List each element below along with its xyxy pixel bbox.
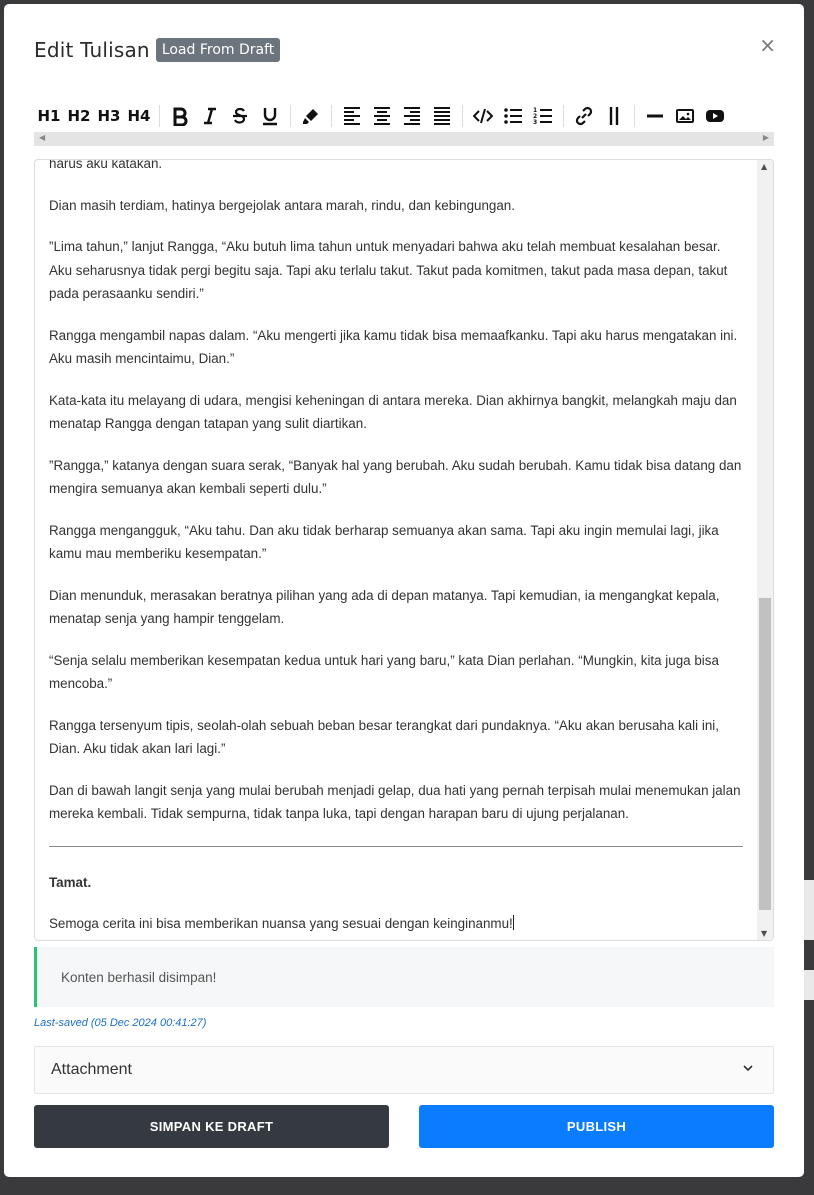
youtube-icon[interactable] [700, 101, 730, 131]
attachment-accordion[interactable] [34, 1046, 774, 1094]
closing-line [49, 912, 743, 936]
toolbar-horizontal-scrollbar[interactable] [34, 132, 774, 146]
image-icon[interactable] [670, 101, 700, 131]
editor-vertical-scrollbar[interactable] [757, 160, 773, 940]
closing-text: Semoga cerita ini bisa memberikan nuansa yang sesuai dengan keinginanmu! [49, 916, 513, 931]
scrollbar-thumb[interactable] [759, 598, 771, 910]
scroll-right-icon[interactable]: ▶ [762, 133, 769, 142]
bullet-list-icon[interactable] [498, 101, 528, 131]
alert-message: Konten berhasil disimpan! [61, 969, 217, 985]
editor-paragraph: Kata-kata itu melayang di udara, mengisi keheningan di antara mereka. Dian akhirnya bangkit, melangkah maju dan menatap Rangga dengan tatapan yang sulit diartikan. [49, 392, 737, 431]
editor-paragraph: “Senja selalu memberikan kesempatan kedua untuk hari yang baru,” kata Dian perlahan. “Mungkin, kita juga bisa mencoba.” [49, 652, 719, 691]
editor-paragraph: harus aku katakan. [49, 159, 163, 171]
editor-toolbar [34, 100, 774, 132]
close-icon[interactable]: × [759, 33, 776, 57]
heading2-button[interactable]: H2 [67, 107, 91, 125]
editor-paragraph: Rangga mengambil napas dalam. “Aku mengerti jika kamu tidak bisa memaafkanku. Tapi aku harus mengatakan ini. Aku masih mencintaimu, Dian.” [49, 327, 738, 366]
link-icon[interactable] [569, 101, 599, 131]
svg-text:2: 2 [533, 113, 538, 120]
editor-paragraph: ”Rangga,” katanya dengan suara serak, “Banyak hal yang berubah. Aku sudah berubah. Kamu tidak bisa datang dan mengira semuanya akan kembali seperti dulu.” [49, 457, 742, 496]
heading1-button[interactable]: H1 [37, 107, 61, 125]
success-alert [34, 947, 774, 1007]
edit-modal [4, 4, 804, 1177]
toolbar-divider [563, 105, 564, 127]
scroll-left-icon[interactable]: ◀ [39, 133, 46, 142]
toolbar-divider [290, 105, 291, 127]
background-panel-edge [804, 880, 814, 940]
editor-content-area[interactable] [34, 159, 774, 941]
numbered-list-icon[interactable] [528, 101, 558, 131]
publish-button[interactable]: PUBLISH [419, 1105, 774, 1148]
attachment-label: Attachment [51, 1061, 132, 1078]
code-icon[interactable] [468, 101, 498, 131]
toolbar-divider [634, 105, 635, 127]
modal-header [34, 34, 784, 66]
last-saved-text: Last-saved (05 Dec 2024 00:41:27) [34, 1017, 207, 1029]
column-icon[interactable] [599, 101, 629, 131]
editor-paragraph: ”Lima tahun,” lanjut Rangga, “Aku butuh lima tahun untuk menyadari bahwa aku telah membuat kesalahan besar. Aku seharusnya tidak pergi begitu saja. Tapi aku terlalu takut. Takut pada komitmen, takut pada masa depan, takut pada perasaanku sendiri.” [49, 239, 728, 301]
scroll-up-icon[interactable]: ▲ [761, 162, 768, 171]
align-center-icon[interactable] [367, 101, 397, 131]
underline-icon[interactable] [255, 101, 285, 131]
italic-icon[interactable] [195, 101, 225, 131]
horizontal-rule-icon[interactable] [640, 101, 670, 131]
editor-paragraph: Dan di bawah langit senja yang mulai berubah menjadi gelap, dua hati yang pernah terpisah mulai menemukan jalan mereka kembali. Tidak sempurna, tidak tanpa luka, tapi dengan harapan baru di ujung perjalanan. [49, 782, 741, 821]
editor-paragraph: Dian masih terdiam, hatinya bergejolak antara marah, rindu, dan kebingungan. [49, 197, 515, 213]
bold-icon[interactable] [165, 101, 195, 131]
svg-text:3: 3 [533, 119, 538, 126]
align-left-icon[interactable] [337, 101, 367, 131]
toolbar-divider [331, 105, 332, 127]
editor-paragraph: Rangga mengangguk, “Aku tahu. Dan aku tidak berharap semuanya akan sama. Tapi aku ingin memulai lagi, jika kamu mau memberiku kesempatan.” [49, 522, 719, 561]
strikethrough-icon[interactable] [225, 101, 255, 131]
load-from-draft-button[interactable]: Load From Draft [156, 38, 280, 62]
save-draft-button[interactable]: SIMPAN KE DRAFT [34, 1105, 389, 1148]
highlighter-icon[interactable] [296, 101, 326, 131]
toolbar-divider [462, 105, 463, 127]
horizontal-rule [49, 846, 743, 847]
ending-text: Tamat. [49, 874, 92, 890]
align-justify-icon[interactable] [427, 101, 457, 131]
toolbar-divider [159, 105, 160, 127]
svg-text:1: 1 [533, 107, 538, 114]
scroll-down-icon[interactable]: ▼ [761, 929, 768, 938]
background-panel-edge [804, 970, 814, 1000]
chevron-down-icon [741, 1061, 755, 1080]
editor-paragraph: Rangga tersenyum tipis, seolah-olah sebuah beban besar terangkat dari pundaknya. “Aku akan berusaha kali ini, Dian. Aku tidak akan lari lagi.” [49, 717, 719, 756]
editor-text[interactable] [49, 159, 743, 941]
heading3-button[interactable]: H3 [97, 107, 121, 125]
heading4-button[interactable]: H4 [127, 107, 151, 125]
text-caret [513, 915, 514, 930]
editor-paragraph: Dian menunduk, merasakan beratnya pilihan yang ada di depan matanya. Tapi kemudian, ia mengangkat kepala, menatap senja yang hampir tenggelam. [49, 587, 720, 626]
modal-title: Edit Tulisan [34, 38, 150, 62]
align-right-icon[interactable] [397, 101, 427, 131]
